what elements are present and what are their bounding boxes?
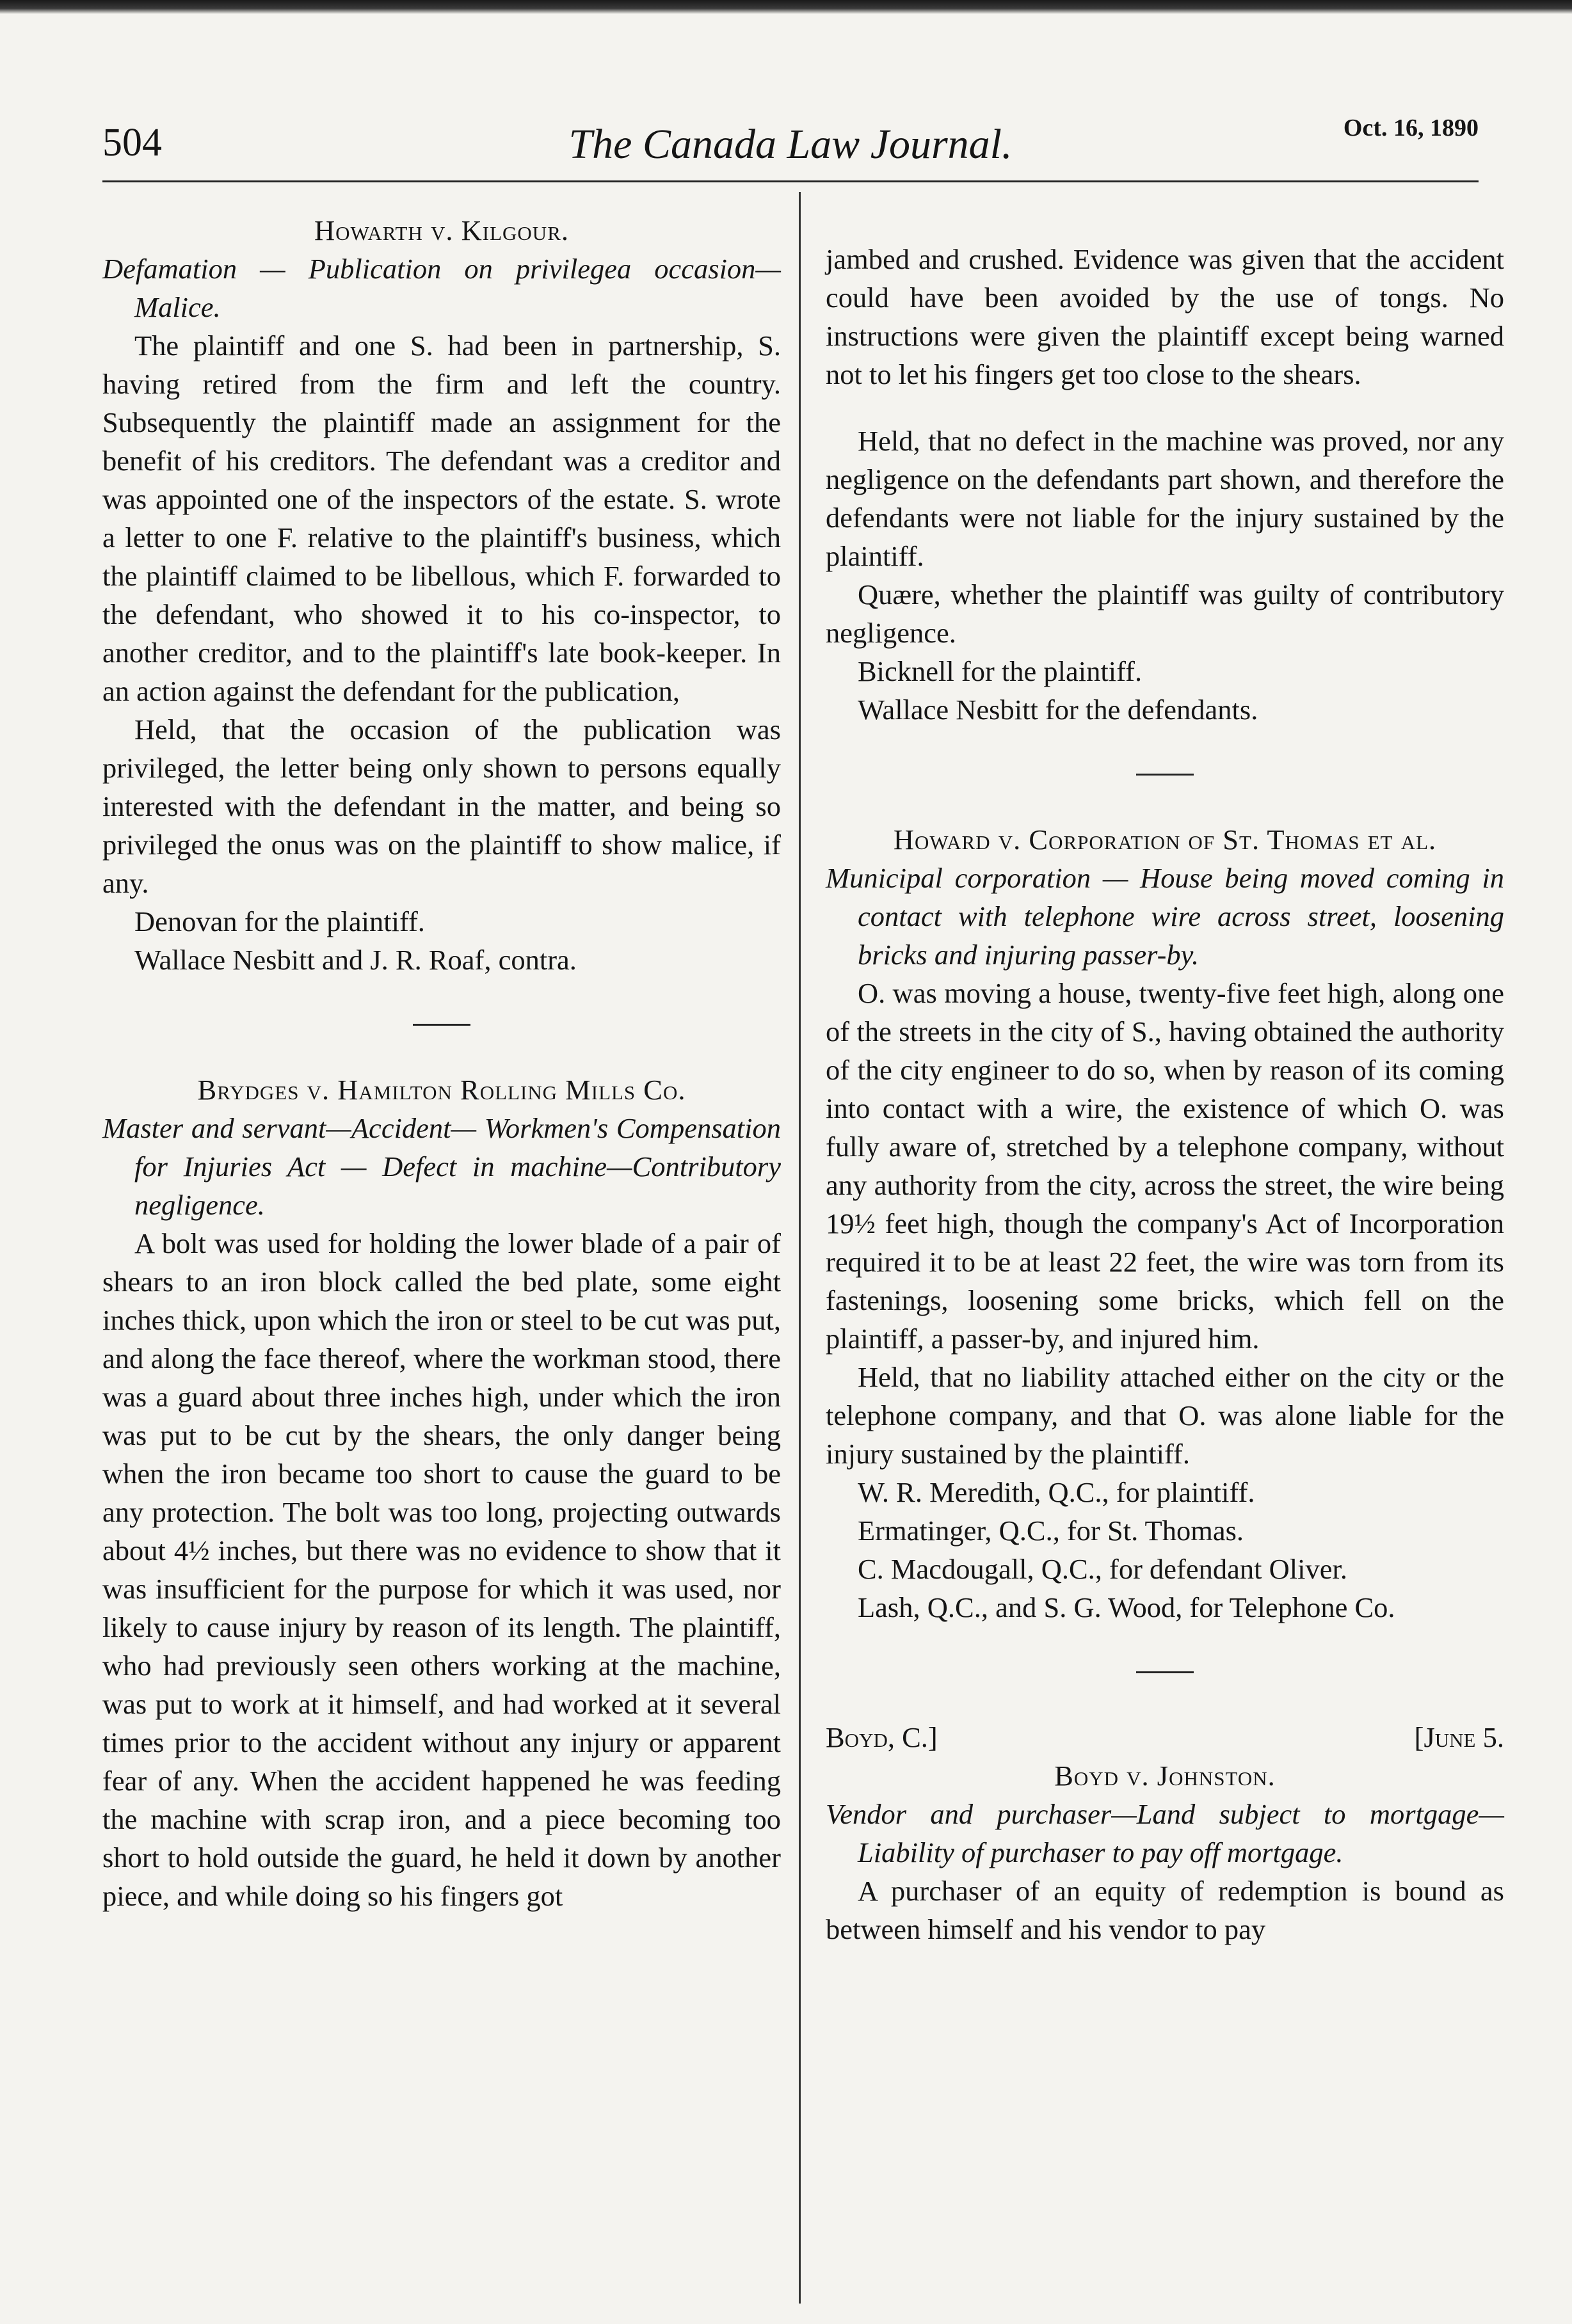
case-title: Boyd v. Johnston. [1054, 1760, 1276, 1792]
court-line [826, 1718, 1504, 1756]
court-judge: Boyd, C.] [826, 1721, 938, 1753]
section-divider [1136, 1671, 1194, 1673]
case-title: Brydges v. Hamilton Rolling Mills Co. [197, 1074, 686, 1106]
counsel-line: Wallace Nesbitt and J. R. Roaf, contra. [134, 944, 577, 976]
case-headnote: Defamation — Publication on privilegea occasion—Malice. [102, 253, 781, 323]
page-number: 504 [102, 121, 162, 164]
left-column [102, 211, 781, 1915]
case-facts: The plaintiff and one S. had been in partnership, S. having retired from the firm and left the country. Subsequently the plaintiff made an assignment for the benefit of his creditors. The defendant was a creditor and was appointed one of the inspectors of the estate. S. wrote a letter to one F. relative to the plaintiff's business, which the plaintiff claimed to be libellous, which F. forwarded to the defendant, who showed it to his co-inspector, to another creditor, and to the plaintiff's late book-keeper. In an action against the defendant for the publication, [102, 330, 781, 707]
section-divider [1136, 774, 1194, 776]
case-facts: O. was moving a house, twenty-five feet high, along one of the streets in the city of S., having obtained the authority of the city engineer to do so, when by reason of its coming into contact with a wire, the existence of which O. was fully aware of, stretched by a telephone company, without any authority from the city, across the street, the wire being 19½ feet high, though the company's Act of Incorporation required it to be at least 22 feet, the wire was torn from its fastenings, loosening some bricks, which fell on the plaintiff, a passer-by, and injured him. [826, 977, 1504, 1355]
case-title: Howarth v. Kilgour. [314, 214, 569, 246]
right-column [826, 211, 1504, 1948]
counsel-line: Wallace Nesbitt for the defendants. [858, 694, 1258, 726]
counsel-line: Lash, Q.C., and S. G. Wood, for Telephone Co. [858, 1591, 1395, 1623]
case-headnote: Master and servant—Accident— Workmen's Compensation for Injuries Act — Defect in machine—Contributory negligence. [102, 1112, 781, 1221]
case-facts: A bolt was used for holding the lower blade of a pair of shears to an iron block called the bed plate, some eight inches thick, upon which the iron or steel to be cut was put, and along the face thereof, where the workman stood, there was a guard about three inches high, under which the iron was put to be cut by the shears, the only danger being when the iron became too short to cause the guard to be any protection. The bolt was too long, projecting outwards about 4½ inches, but there was no evidence to show that it was insufficient for the purpose for which it was used, nor likely to cause injury by reason of its length. The plaintiff, who had previously seen others working at the machine, was put to work at it himself, and had worked at it several times prior to the accident without any injury or apparent fear of any. When the accident happened he was feeding the machine with scrap iron, and a piece becoming too short to hold outside the guard, he held it down by another piece, and while doing so his fingers got [102, 1227, 781, 1912]
counsel-line: Bicknell for the plaintiff. [858, 655, 1143, 687]
court-date: [June 5. [1414, 1721, 1504, 1753]
scan-edge [0, 0, 1572, 14]
case-holding: Held, that no defect in the machine was proved, nor any negligence on the defendants part shown, and therefore the defendants were not liable for the injury sustained by the plaintiff. [826, 425, 1504, 572]
counsel-line: Denovan for the plaintiff. [134, 905, 425, 937]
case-headnote: Municipal corporation — House being moved coming in contact with telephone wire across street, loosening bricks and injuring passer-by. [826, 862, 1504, 971]
counsel-line: C. Macdougall, Q.C., for defendant Oliver. [858, 1553, 1347, 1585]
issue-date: Oct. 16, 1890 [1343, 115, 1479, 141]
column-rule [799, 192, 801, 2304]
case-facts-continued: jambed and crushed. Evidence was given that the accident could have been avoided by the use of tongs. No instructions were given the plaintiff except being warned not to let his fingers get too close to the shears. [826, 243, 1504, 390]
case-holding: Held, that no liability attached either on the city or the telephone company, and that O. was alone liable for the injury sustained by the plaintiff. [826, 1361, 1504, 1470]
counsel-line: Ermatinger, Q.C., for St. Thomas. [858, 1515, 1244, 1547]
counsel-line: W. R. Meredith, Q.C., for plaintiff. [858, 1476, 1255, 1508]
header-rule [102, 180, 1479, 182]
case-facts: A purchaser of an equity of redemption is bound as between himself and his vendor to pay [826, 1875, 1504, 1945]
case-title: Howard v. Corporation of St. Thomas et al. [893, 824, 1437, 856]
journal-title: The Canada Law Journal. [568, 121, 1013, 168]
section-divider [413, 1024, 470, 1026]
case-quaere: Quære, whether the plaintiff was guilty of contributory negligence. [826, 578, 1504, 649]
case-holding: Held, that the occasion of the publication was privileged, the letter being only shown to persons equally interested with the defendant in the matter, and being so privileged the onus was on the plaintiff to show malice, if any. [102, 713, 781, 899]
page-header [102, 109, 1479, 179]
case-headnote: Vendor and purchaser—Land subject to mortgage—Liability of purchaser to pay off mortgage. [826, 1798, 1504, 1868]
